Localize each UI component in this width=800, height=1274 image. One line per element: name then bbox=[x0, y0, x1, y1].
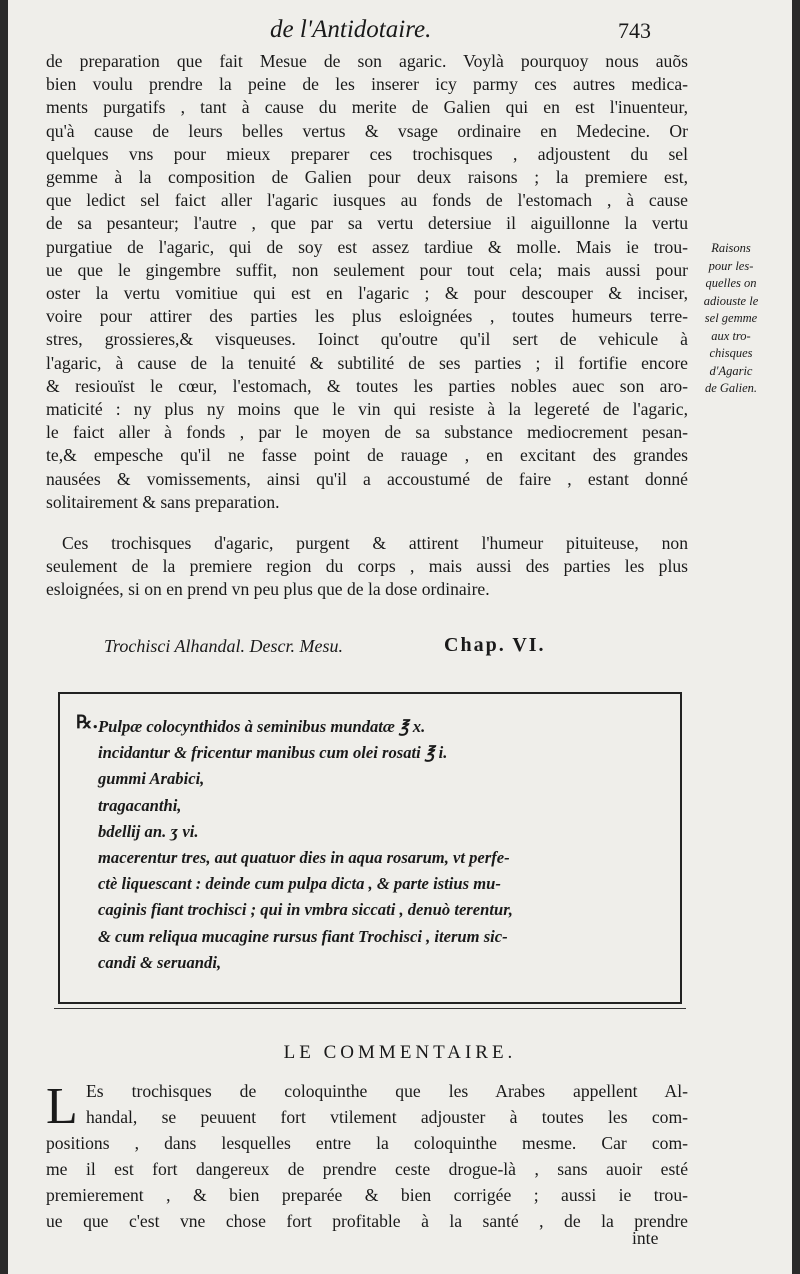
text-line: seulement de la premiere region du corps , mais aussi des parties les plus bbox=[46, 556, 688, 577]
text-line: qu'à cause de leurs belles vertus & vsage ordinaire en Medecine. Or bbox=[46, 120, 688, 141]
recipe-line: tragacanthi, bbox=[98, 795, 182, 815]
text-line: & resiouïst le cœur, l'estomach, & toutes les parties nobles auec son aro- bbox=[46, 375, 688, 396]
text-line: voire pour attirer des parties les plus esloignées , toutes humeurs terre- bbox=[46, 306, 688, 327]
text-line: solitairement & sans preparation. bbox=[46, 491, 280, 512]
text-line: purgatiue de l'agaric, qui de soy est assez tardiue & molle. Mais ie trou- bbox=[46, 236, 688, 257]
text-line: maticité : ny plus ny moins que le vin qui resiste à la legereté de l'agaric, bbox=[46, 399, 688, 420]
margin-note-line: quelles on bbox=[705, 276, 757, 290]
drop-cap: L bbox=[46, 1078, 78, 1135]
commentary-line: me il est fort dangereux de prendre ceste drogue-là , sans auoir esté bbox=[46, 1159, 688, 1179]
text-line: le faict aller à fonds , par le moyen de sa substance mediocrement pesan- bbox=[46, 422, 688, 443]
recipe-symbol: ℞. bbox=[76, 712, 99, 733]
margin-note-line: sel gemme bbox=[704, 311, 758, 325]
text-line: oster la vertu vomitiue qui est en l'agaric ; & pour descouper & inciser, bbox=[46, 283, 688, 304]
text-line: nausées & vomissements, ainsi qu'il a accoustumé de faire , estant donné bbox=[46, 468, 688, 489]
commentary-line: ue que c'est vne chose fort profitable à la santé , de la prendre bbox=[46, 1211, 688, 1231]
running-head-title: de l'Antidotaire. bbox=[270, 16, 432, 43]
chapter-number: Chap. VI. bbox=[444, 634, 546, 656]
commentary-line: premierement , & bien preparée & bien corrigée ; aussi ie trou- bbox=[46, 1185, 688, 1205]
margin-note-line: d'Agaric bbox=[709, 363, 753, 378]
text-line: quelques vns pour mieux preparer ces trochisques , adjoustent du sel bbox=[46, 143, 688, 164]
text-line: ments purgatifs , tant à cause du merite de Galien qui en est l'inuenteur, bbox=[46, 97, 688, 118]
margin-note-line: pour les- bbox=[708, 258, 754, 273]
recipe-line: ctè liquescant : deinde cum pulpa dicta , & parte istius mu- bbox=[98, 874, 501, 894]
catchword: inte bbox=[632, 1228, 659, 1248]
text-line: l'agaric, à cause de la tenuité & subtilité de ses parties ; il fortifie encore bbox=[46, 352, 688, 373]
recipe-line: incidantur & fricentur manibus cum olei rosati ℥ i. bbox=[98, 743, 448, 763]
margin-note-line: adiouste le bbox=[703, 293, 759, 308]
running-head bbox=[8, 14, 792, 44]
text-line: ue que le gingembre suffit, non seulement pour tout cela; mais aussi pour bbox=[46, 259, 688, 280]
recipe-line: & cum reliqua mucagine rursus fiant Trochisci , iterum sic- bbox=[98, 926, 508, 946]
recipe-line: Pulpæ colocynthidos à seminibus mundatæ ℥ x. bbox=[98, 717, 426, 736]
commentary-line: positions , dans lesquelles entre la coloquinthe mesme. Car com- bbox=[46, 1133, 688, 1153]
commentary-line: handal, se peuuent fort vtilement adjouster à toutes les com- bbox=[86, 1107, 688, 1127]
margin-note-line: chisques bbox=[709, 346, 753, 360]
text-line: gemme à la composition de Galien pour deux raisons ; la premiere est, bbox=[46, 167, 688, 188]
margin-note bbox=[688, 240, 774, 398]
book-page bbox=[8, 0, 792, 1274]
text-line: Ces trochisques d'agaric, purgent & attirent l'humeur pituiteuse, non bbox=[62, 533, 688, 553]
commentary-line: Es trochisques de coloquinthe que les Arabes appellent Al- bbox=[86, 1081, 688, 1101]
margin-note-line: aux tro- bbox=[711, 328, 751, 343]
commentary-heading: LE COMMENTAIRE. bbox=[283, 1042, 517, 1063]
text-line: esloignées, si on en prend vn peu plus que de la dose ordinaire. bbox=[46, 579, 490, 600]
recipe-line: bdellij an. ʒ vi. bbox=[98, 821, 199, 841]
page-number: 743 bbox=[618, 18, 651, 43]
recipe-box bbox=[58, 692, 682, 1004]
text-line: de sa pesanteur; l'autre , que par sa vertu detersiue il aiguillonne la vertu bbox=[46, 213, 688, 234]
recipe-line: caginis fiant trochisci ; qui in vmbra siccati , denuò terentur, bbox=[98, 900, 513, 920]
commentary bbox=[46, 1078, 688, 1234]
recipe-line: gummi Arabici, bbox=[98, 769, 205, 789]
text-line: de preparation que fait Mesue de son agaric. Voylà pourquoy nous auõs bbox=[46, 51, 688, 71]
paragraph-2 bbox=[46, 532, 688, 602]
text-line: stres, grossieres,& visqueuses. Ioinct qu'outre qu'il sert de vehicule à bbox=[46, 329, 688, 350]
recipe-line: candi & seruandi, bbox=[98, 952, 222, 972]
margin-note-line: de Galien. bbox=[704, 381, 758, 395]
text-line: que ledict sel faict aller l'agaric iusques au fonds de l'estomach , à cause bbox=[46, 190, 688, 211]
text-line: te,& empesche qu'il ne fasse point de rauage , en excitant des grandes bbox=[46, 445, 688, 466]
margin-note-line: Raisons bbox=[711, 241, 751, 255]
chapter-heading bbox=[104, 634, 664, 664]
recipe-text bbox=[98, 714, 658, 976]
recipe-line: macerentur tres, aut quatuor dies in aqua rosarum, vt perfe- bbox=[98, 848, 510, 868]
chapter-title: Trochisci Alhandal. Descr. Mesu. bbox=[104, 636, 343, 656]
text-line: bien voulu prendre la peine de les inserer icy parmy ces autres medica- bbox=[46, 74, 688, 95]
paragraph-1 bbox=[46, 50, 688, 514]
